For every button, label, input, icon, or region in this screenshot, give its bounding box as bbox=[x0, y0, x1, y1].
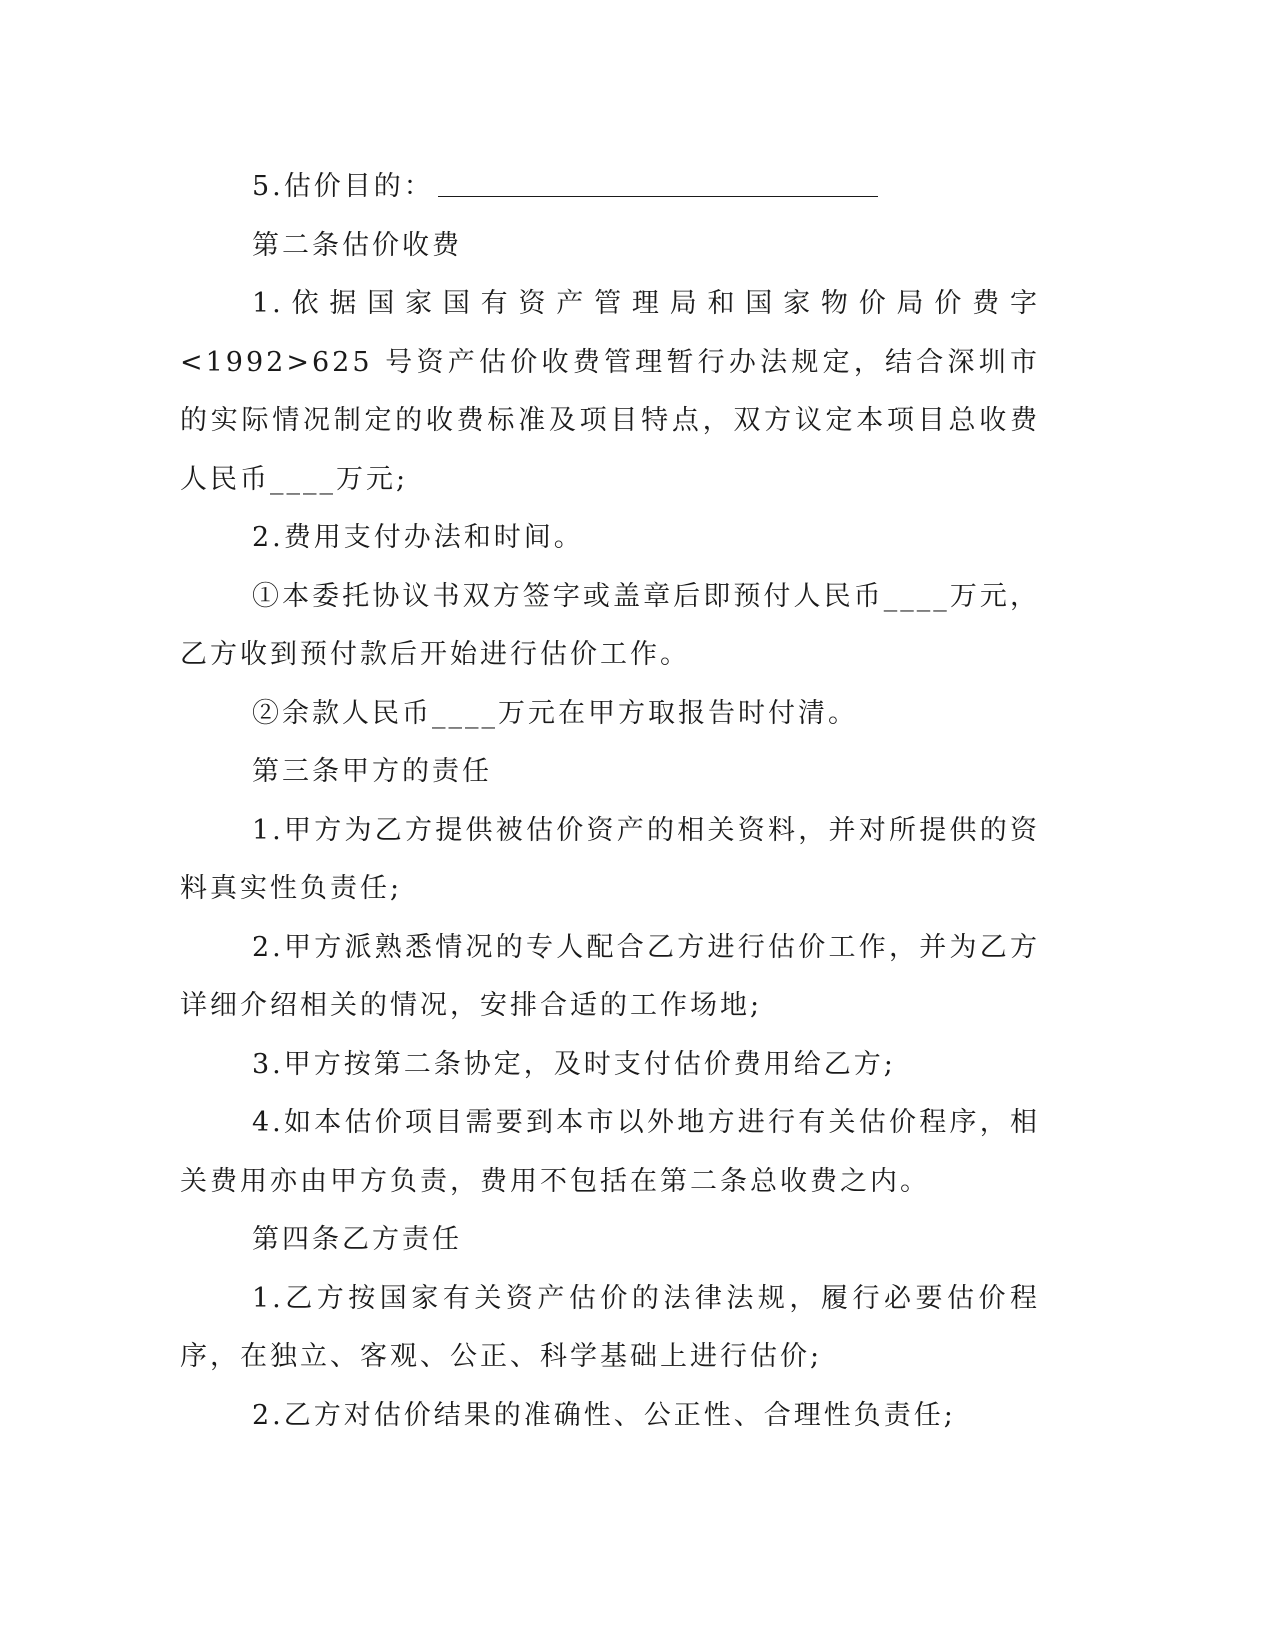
article-4-paragraph-2: 2.乙方对估价结果的准确性、公正性、合理性负责任; bbox=[252, 1399, 956, 1431]
item-5-label: 5.估价目的： bbox=[252, 171, 434, 202]
article-3-paragraph-4: 4.如本估价项目需要到本市以外地方进行有关估价程序，相关费用亦由甲方负责，费用不包括在第二条总收费之内。 bbox=[180, 1107, 1040, 1197]
article-3-title: 第三条甲方的责任 bbox=[252, 756, 492, 787]
article-2-paragraph-1: 1.依据国家国有资产管理局和国家物价局价费字<1992>625 号资产估价收费管理暂行办法规定，结合深圳市的实际情况制定的收费标准及项目特点，双方议定本项目总收费人民币____万元; bbox=[180, 288, 1040, 495]
article-2-paragraph-4: ②余款人民币____万元在甲方取报告时付清。 bbox=[252, 697, 858, 729]
purpose-blank bbox=[438, 170, 878, 197]
item-5-line bbox=[180, 158, 1040, 217]
article-2-paragraph-3: ①本委托协议书双方签字或盖章后即预付人民币____万元，乙方收到预付款后开始进行估价工作。 bbox=[180, 580, 1040, 670]
document-body bbox=[180, 158, 1040, 1445]
article-3-paragraph-1: 1.甲方为乙方提供被估价资产的相关资料，并对所提供的资料真实性负责任; bbox=[180, 814, 1040, 904]
article-2-paragraph-2: 2.费用支付办法和时间。 bbox=[252, 522, 584, 553]
article-4-paragraph-1: 1.乙方按国家有关资产估价的法律法规，履行必要估价程序，在独立、客观、公正、科学基础上进行估价; bbox=[180, 1282, 1040, 1372]
article-2-title: 第二条估价收费 bbox=[252, 229, 462, 261]
article-3-paragraph-2: 2.甲方派熟悉情况的专人配合乙方进行估价工作，并为乙方详细介绍相关的情况，安排合适的工作场地; bbox=[180, 931, 1040, 1021]
article-4-title: 第四条乙方责任 bbox=[252, 1224, 462, 1255]
article-3-paragraph-3: 3.甲方按第二条协定，及时支付估价费用给乙方; bbox=[252, 1048, 896, 1080]
